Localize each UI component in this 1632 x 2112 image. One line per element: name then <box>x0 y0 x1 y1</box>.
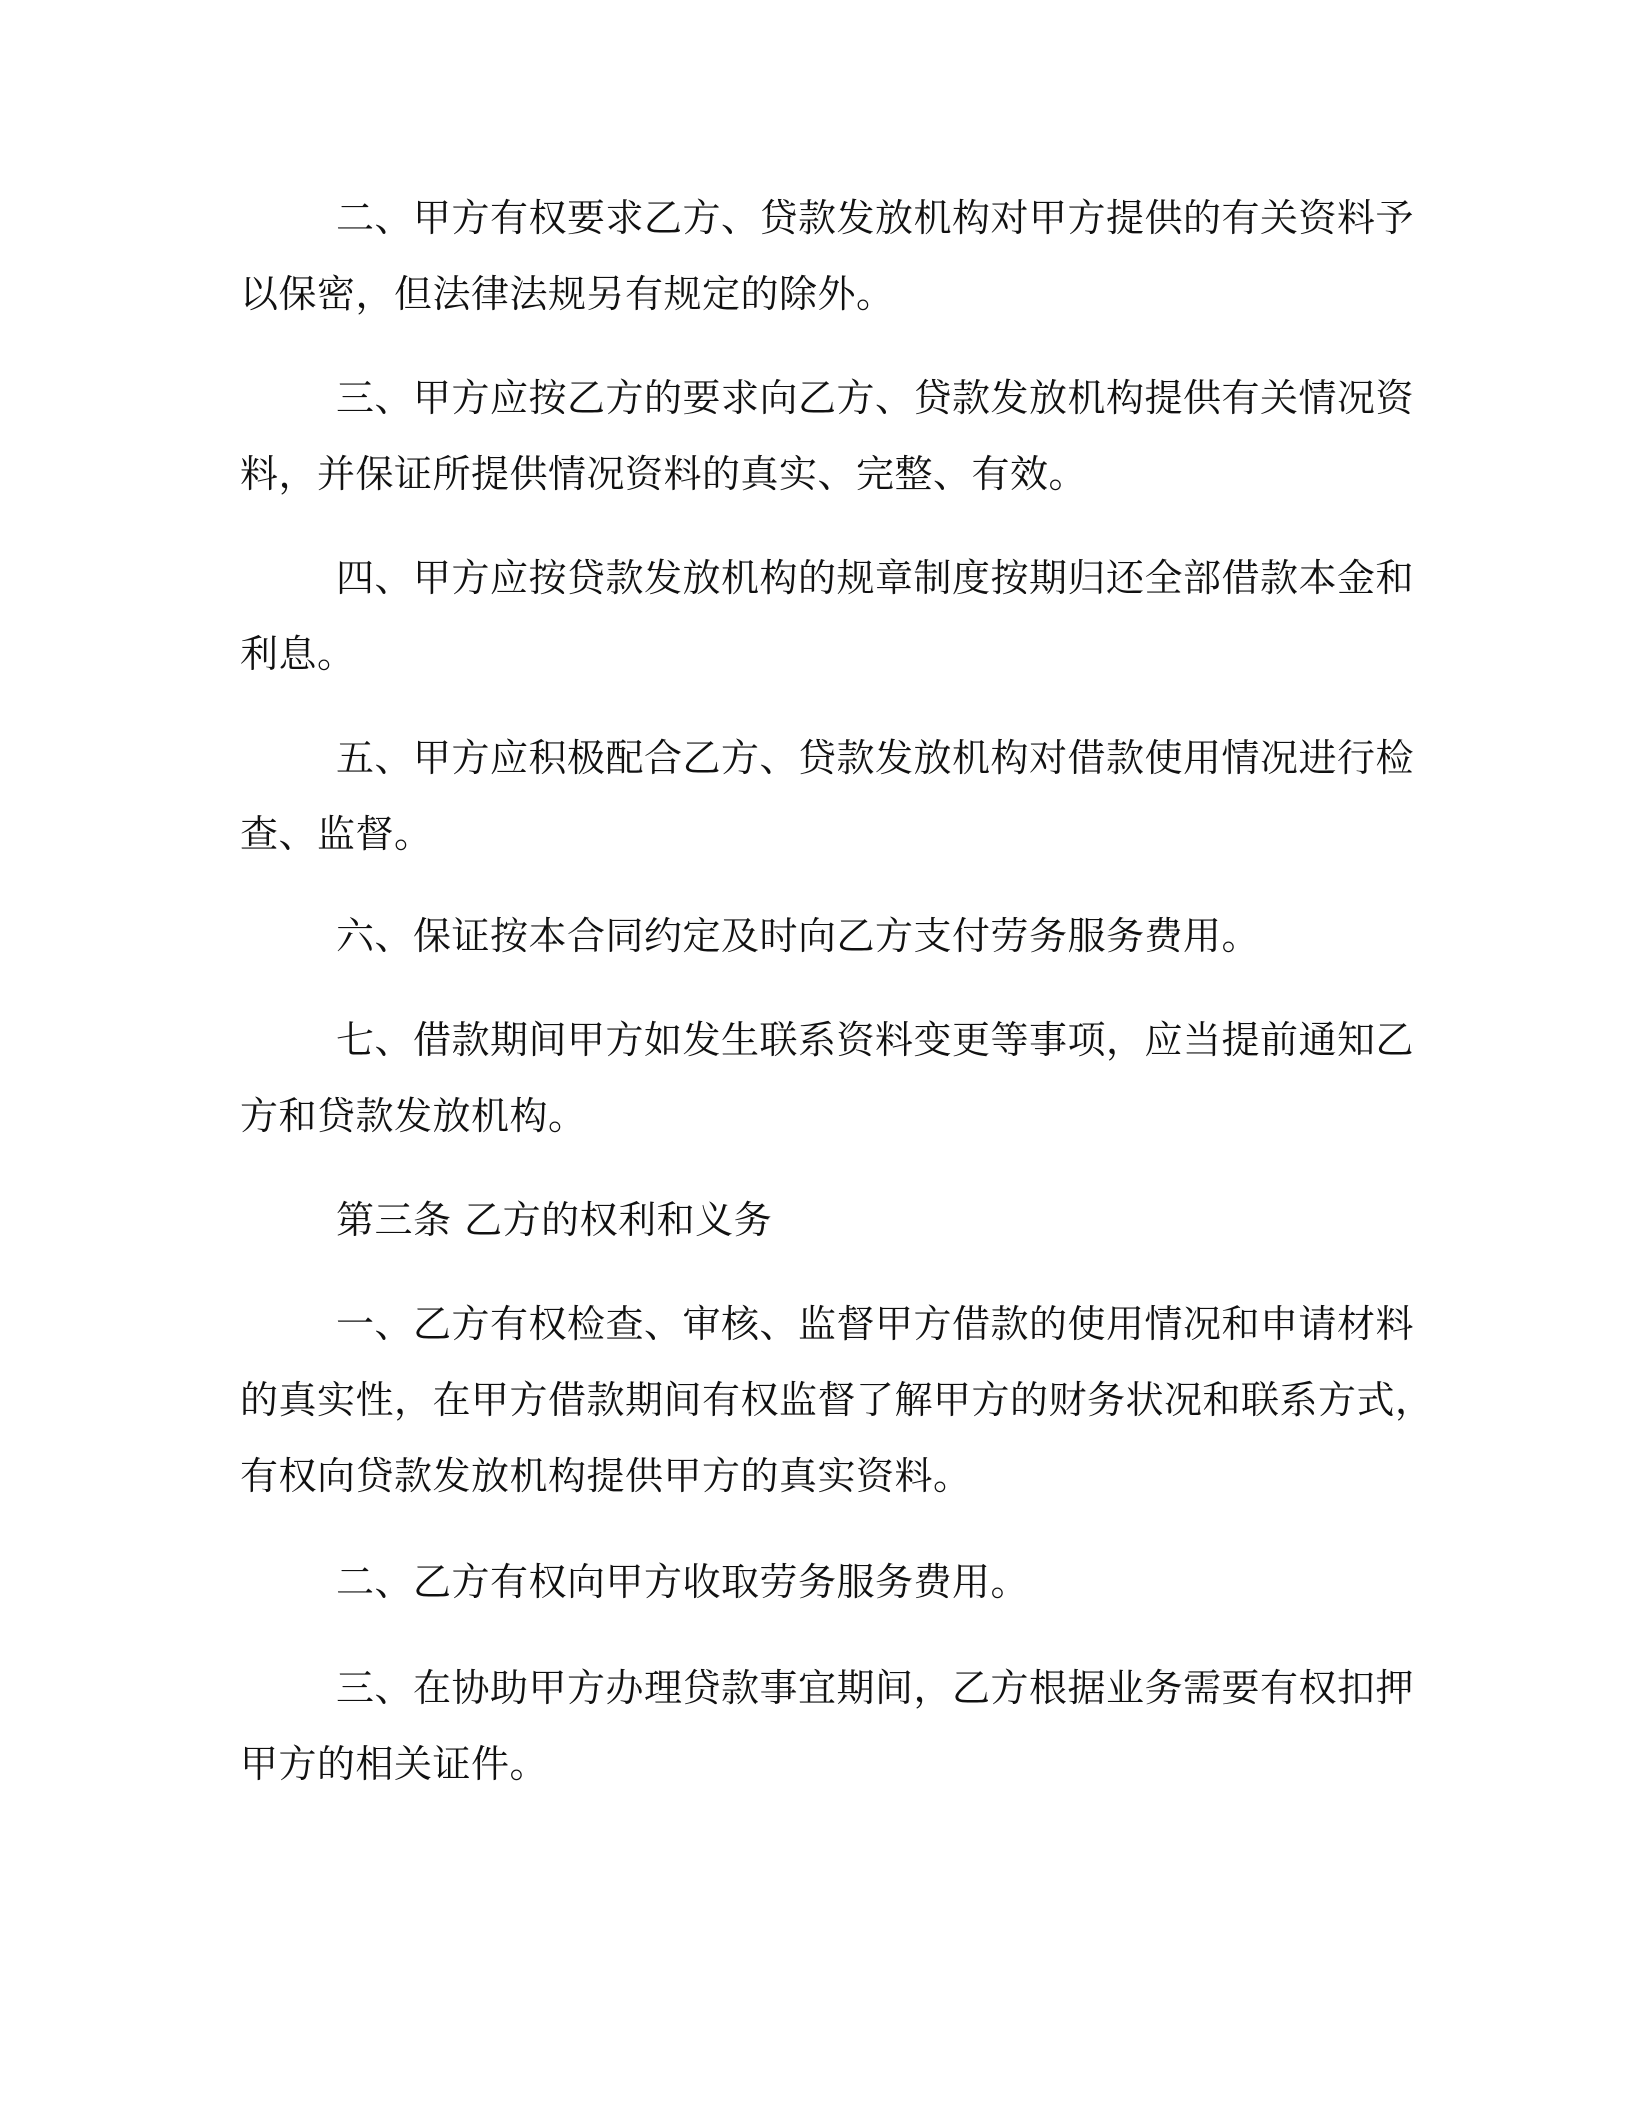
paragraph-line: 有权向贷款发放机构提供甲方的真实资料。 <box>240 1454 972 1498</box>
paragraph-line: 三、在协助甲方办理贷款事宜期间，乙方根据业务需要有权扣押 <box>336 1666 1415 1710</box>
paragraph-party-b-2 <box>240 1544 1390 1620</box>
paragraph-line: 七、借款期间甲方如发生联系资料变更等事项，应当提前通知乙 <box>336 1018 1415 1062</box>
paragraph-line: 五、甲方应积极配合乙方、贷款发放机构对借款使用情况进行检 <box>336 736 1415 780</box>
paragraph-party-b-1 <box>240 1286 1434 1514</box>
paragraph-party-a-2 <box>240 180 1415 332</box>
paragraph-line: 六、保证按本合同约定及时向乙方支付劳务服务费用。 <box>336 914 1261 958</box>
paragraph-line: 利息。 <box>240 632 356 676</box>
paragraph-party-a-3 <box>240 360 1415 512</box>
paragraph-line: 四、甲方应按贷款发放机构的规章制度按期归还全部借款本金和 <box>336 556 1415 600</box>
paragraph-party-a-6 <box>240 898 1390 974</box>
paragraph-line: 料，并保证所提供情况资料的真实、完整、有效。 <box>240 452 1088 496</box>
paragraph-line: 甲方的相关证件。 <box>240 1742 549 1786</box>
paragraph-line: 方和贷款发放机构。 <box>240 1094 587 1138</box>
paragraph-party-a-4 <box>240 540 1415 692</box>
paragraph-line: 二、甲方有权要求乙方、贷款发放机构对甲方提供的有关资料予 <box>336 196 1415 240</box>
paragraph-party-b-3 <box>240 1650 1415 1802</box>
paragraph-line: 二、乙方有权向甲方收取劳务服务费用。 <box>336 1560 1030 1604</box>
paragraph-line: 一、乙方有权检查、审核、监督甲方借款的使用情况和申请材料 <box>336 1302 1415 1346</box>
paragraph-line: 的真实性，在甲方借款期间有权监督了解甲方的财务状况和联系方式， <box>240 1378 1434 1422</box>
paragraph-party-a-5 <box>240 720 1415 872</box>
paragraph-line: 三、甲方应按乙方的要求向乙方、贷款发放机构提供有关情况资 <box>336 376 1415 420</box>
paragraph-party-a-7 <box>240 1002 1415 1154</box>
paragraph-line: 以保密，但法律法规另有规定的除外。 <box>240 272 895 316</box>
section-heading-article-3 <box>240 1182 1390 1258</box>
paragraph-line: 查、监督。 <box>240 812 433 856</box>
section-heading-text: 第三条 乙方的权利和义务 <box>336 1198 773 1242</box>
